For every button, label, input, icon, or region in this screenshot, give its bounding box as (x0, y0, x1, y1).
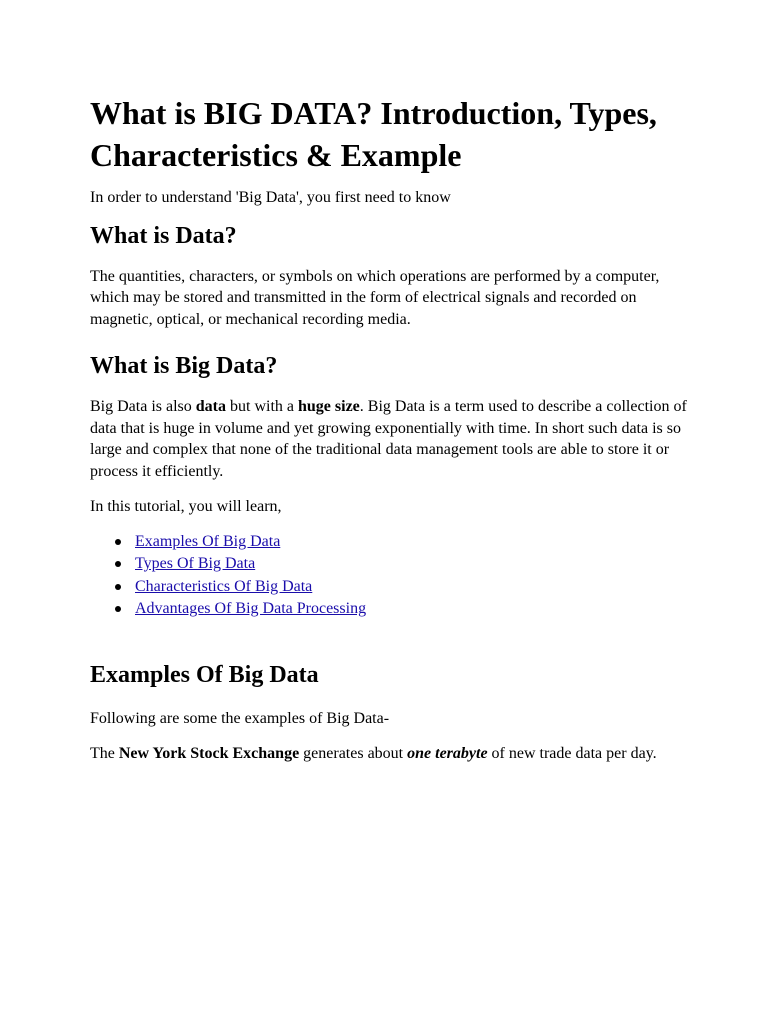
nyse-paragraph (90, 743, 690, 765)
nyse-text-2: generates about (299, 745, 408, 762)
nyse-bold-name: New York Stock Exchange (118, 745, 300, 762)
big-data-bold-data: data (195, 398, 226, 415)
big-data-bold-huge-size: huge size (298, 398, 360, 415)
link-characteristics-of-big-data[interactable]: Characteristics Of Big Data (135, 577, 313, 595)
list-item (135, 531, 690, 554)
tutorial-link-list (90, 531, 690, 621)
nyse-text-3: of new trade data per day. (487, 745, 657, 762)
what-is-big-data-heading: What is Big Data? (90, 353, 278, 379)
bullet-icon (115, 561, 121, 567)
nyse-bold-italic-terabyte: one terabyte (407, 745, 488, 762)
big-data-text-2: but with a (226, 398, 298, 415)
list-item (135, 576, 690, 599)
bullet-icon (115, 584, 121, 590)
link-advantages-of-big-data-processing[interactable]: Advantages Of Big Data Processing (135, 600, 367, 617)
examples-intro-paragraph: Following are some the examples of Big Data- (90, 709, 390, 727)
big-data-text-3: . Big Data is a term used to describe a collection of data that is huge in volume and yet growing exponentially with time. In short such data is so large and complex that none of the traditional data management tools are able to store it or process it efficiently. (90, 398, 687, 480)
link-types-of-big-data[interactable]: Types Of Big Data (135, 555, 256, 572)
document-page (90, 92, 690, 765)
what-is-big-data-paragraph (90, 396, 690, 482)
intro-paragraph: In order to understand 'Big Data', you first need to know (90, 189, 451, 206)
bullet-icon (115, 606, 121, 612)
page-title: What is BIG DATA? Introduction, Types, Characteristics & Example (90, 95, 657, 173)
list-item (135, 553, 690, 576)
what-is-data-heading: What is Data? (90, 222, 237, 249)
big-data-text-1: Big Data is also (90, 398, 196, 415)
what-is-data-paragraph: The quantities, characters, or symbols on which operations are performed by a computer, which may be stored and transmitted in the form of electrical signals and recorded on magnetic, optical, or mechanical recording media. (90, 267, 660, 328)
link-examples-of-big-data[interactable]: Examples Of Big Data (135, 532, 281, 550)
list-item (135, 598, 690, 621)
examples-heading: Examples Of Big Data (90, 661, 319, 688)
bullet-icon (115, 539, 121, 545)
nyse-text-1: The (90, 745, 119, 762)
tutorial-lead: In this tutorial, you will learn, (90, 498, 282, 515)
